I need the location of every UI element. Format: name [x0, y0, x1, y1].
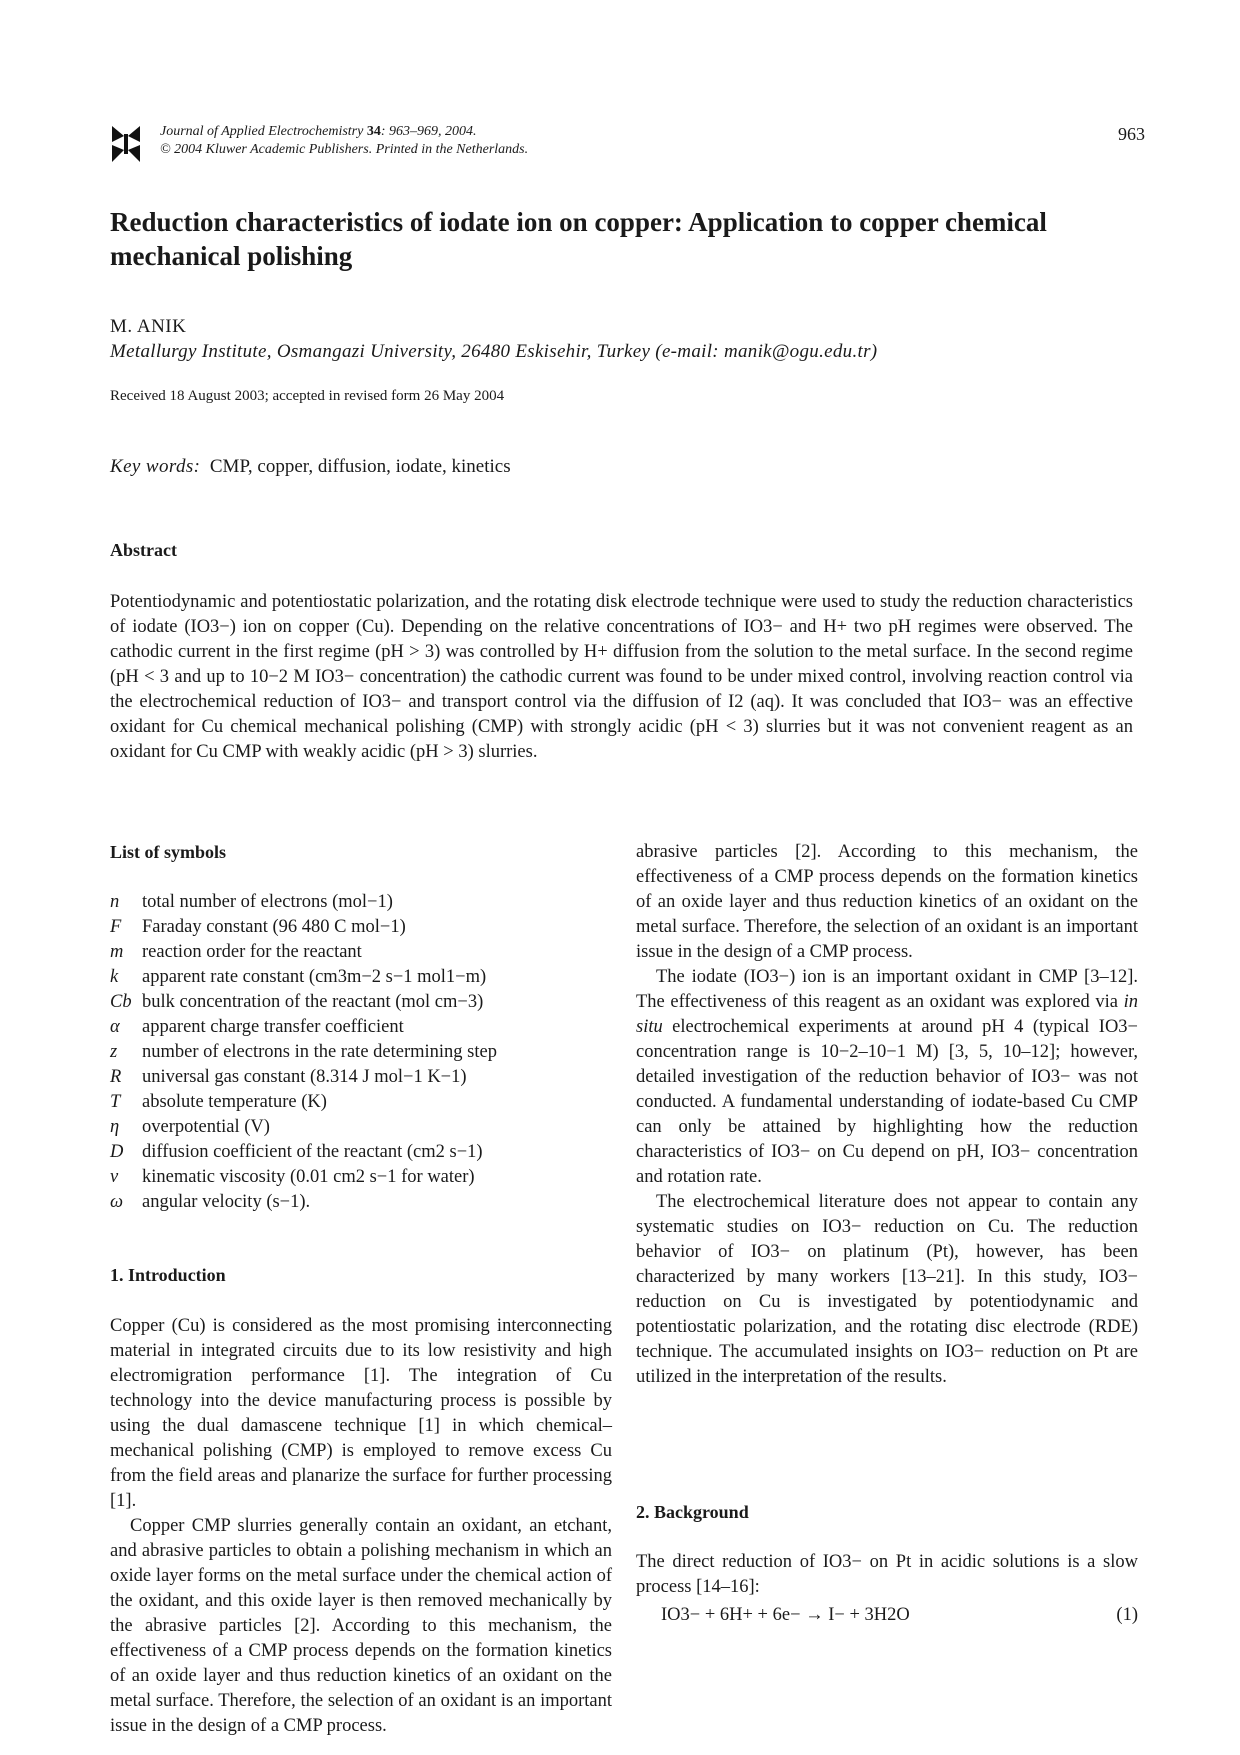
introduction-text	[110, 1314, 612, 1736]
symbol-row: D diffusion coefficient of the reactant (cm2 s−1)	[110, 1142, 483, 1162]
copyright-line: © 2004 Kluwer Academic Publishers. Printed in the Netherlands.	[160, 142, 529, 157]
chem-h-plus: H+	[583, 642, 608, 662]
journal-name: Journal of Applied Electrochemistry	[160, 124, 364, 139]
symbol-row: α apparent charge transfer coefficient	[110, 1017, 404, 1037]
symbols-list	[110, 890, 612, 1215]
equation-expression: IO3− + 6H+ + 6e− → I− + 3H2O	[661, 1605, 910, 1625]
introduction-continued	[636, 840, 1138, 1390]
symbol-row: T absolute temperature (K)	[110, 1092, 327, 1112]
publisher-logo-icon	[110, 124, 142, 164]
affiliation: Metallurgy Institute, Osmangazi University, 26480 Eskisehir, Turkey (e-mail: manik@ogu.edu.tr)	[110, 341, 878, 362]
paper-title: Reduction characteristics of iodate ion on copper: Application to copper chemical mechanical polishing	[110, 207, 1047, 271]
symbol-row: ω angular velocity (s−1).	[110, 1192, 311, 1212]
symbol-row: k apparent rate constant (cm3m−2 s−1 mol1−m)	[110, 967, 487, 987]
background-heading: 2. Background	[636, 1502, 749, 1522]
symbol-row: z number of electrons in the rate determining step	[110, 1042, 497, 1062]
keywords-label: Key words:	[110, 456, 201, 477]
keywords-value: CMP, copper, diffusion, iodate, kinetics	[209, 456, 511, 477]
abstract-text: Potentiodynamic and potentiostatic polarization, and the rotating disk electrode technique were used to study the reduction characteristics of iodate (IO3−) ion on copper (Cu). Depending on the relative concentrations of IO3− and H+ two pH regimes were observed. The cathodic current in the first regime (pH > 3) was controlled by H+ diffusion from the solution to the metal surface. In the second regime (pH < 3 and up to 10−2 M IO3− concentration) the cathodic current was found to be under mixed control, involving reaction control via the electrochemical reduction of IO3− and transport control via the diffusion of I2 (aq). It was concluded that IO3− was an effective oxidant for Cu chemical mechanical polishing (CMP) with strongly acidic (pH < 3) slurries but it was not convenient reagent as an oxidant for Cu CMP with weakly acidic (pH > 3) slurries.	[110, 592, 1134, 762]
paragraph: abrasive particles [2]. According to this mechanism, the effectiveness of a CMP process depends on the formation kinetics of an oxide layer and thus reduction kinetics of an oxidant on the metal surface. Therefore, the selection of an oxidant is an important issue in the design of a CMP process.	[636, 842, 1138, 962]
journal-volume: 34	[366, 124, 381, 139]
abstract-heading: Abstract	[110, 540, 177, 560]
paragraph: The electrochemical literature does not appear to contain any systematic studies on IO3− reduction on Cu. The reduction behavior of IO3− on platinum (Pt), however, has been characterized by many workers [13–21]. In this study, IO3− reduction on Cu is investigated by potentiodynamic and potentiostatic polarization, and the rotating disc electrode (RDE) technique. The accumulated insights on IO3− reduction on Pt are utilized in the interpretation of the results.	[636, 1192, 1139, 1387]
symbol-row: Cb bulk concentration of the reactant (mol cm−3)	[110, 992, 484, 1012]
introduction-heading: 1. Introduction	[110, 1265, 226, 1285]
equation-number: (1)	[1116, 1605, 1138, 1625]
symbol-row: η overpotential (V)	[110, 1117, 270, 1137]
symbol-row: m reaction order for the reactant	[110, 942, 362, 962]
paragraph: Copper CMP slurries generally contain an oxidant, an etchant, and abrasive particles to obtain a polishing mechanism in which an oxide layer forms on the metal surface under the chemical action of the oxidant, and this oxide layer is then removed mechanically by the abrasive particles [2]. According to this mechanism, the effectiveness of a CMP process depends on the formation kinetics of an oxide layer and thus reduction kinetics of an oxidant on the metal surface. Therefore, the selection of an oxidant is an important issue in the design of a CMP process.	[110, 1516, 612, 1736]
chem-h-plus: H+	[823, 617, 848, 637]
chem-io3: IO3−	[190, 617, 230, 637]
paragraph: The iodate (IO3−) ion is an important oxidant in CMP [3–12]. The effectiveness of this reagent as an oxidant was explored via in situ electrochemical experiments at around pH 4 (typical IO3− concentration range is 10−2–10−1 M) [3, 5, 10–12]; however, detailed investigation of the reduction behavior of IO3− was not conducted. A fundamental understanding of iodate-based Cu CMP can only be attained by highlighting how the reduction characteristics of IO3− on Cu depend on pH, IO3− concentration and rotation rate.	[636, 967, 1138, 1187]
chem-io3: IO3−	[743, 617, 783, 637]
journal-pages: : 963–969, 2004.	[380, 124, 477, 139]
received-dates: Received 18 August 2003; accepted in revised form 26 May 2004	[110, 388, 505, 404]
symbol-row: ν kinematic viscosity (0.01 cm2 s−1 for water)	[110, 1167, 475, 1187]
chem-io3: IO3−	[962, 692, 1002, 712]
symbol-row: F Faraday constant (96 480 C mol−1)	[110, 917, 406, 937]
chem-conc: 10−2 M IO3−	[249, 667, 355, 687]
page-number: 963	[1118, 124, 1145, 144]
chem-io3: IO3−	[362, 692, 402, 712]
symbol-row: n total number of electrons (mol−1)	[110, 892, 393, 912]
paragraph: Copper (Cu) is considered as the most promising interconnecting material in integrated circuits due to its low resistivity and high electromigration performance [1]. The integration of Cu technology into the device manufacturing process is possible by using the dual damascene technique [1] in which chemical–mechanical polishing (CMP) is employed to remove excess Cu from the field areas and planarize the surface for further processing [1].	[110, 1316, 612, 1511]
chem-i2: I2	[728, 692, 744, 712]
symbols-heading: List of symbols	[110, 842, 227, 862]
equation-1	[636, 1605, 1138, 1626]
paragraph: The direct reduction of IO3− on Pt in acidic solutions is a slow process [14–16]:	[636, 1552, 1138, 1597]
author: M. ANIK	[110, 316, 187, 337]
background-text	[636, 1550, 1138, 1600]
keywords	[110, 456, 511, 478]
journal-citation	[160, 123, 528, 159]
symbol-row: R universal gas constant (8.314 J mol−1 K−1)	[110, 1067, 467, 1087]
